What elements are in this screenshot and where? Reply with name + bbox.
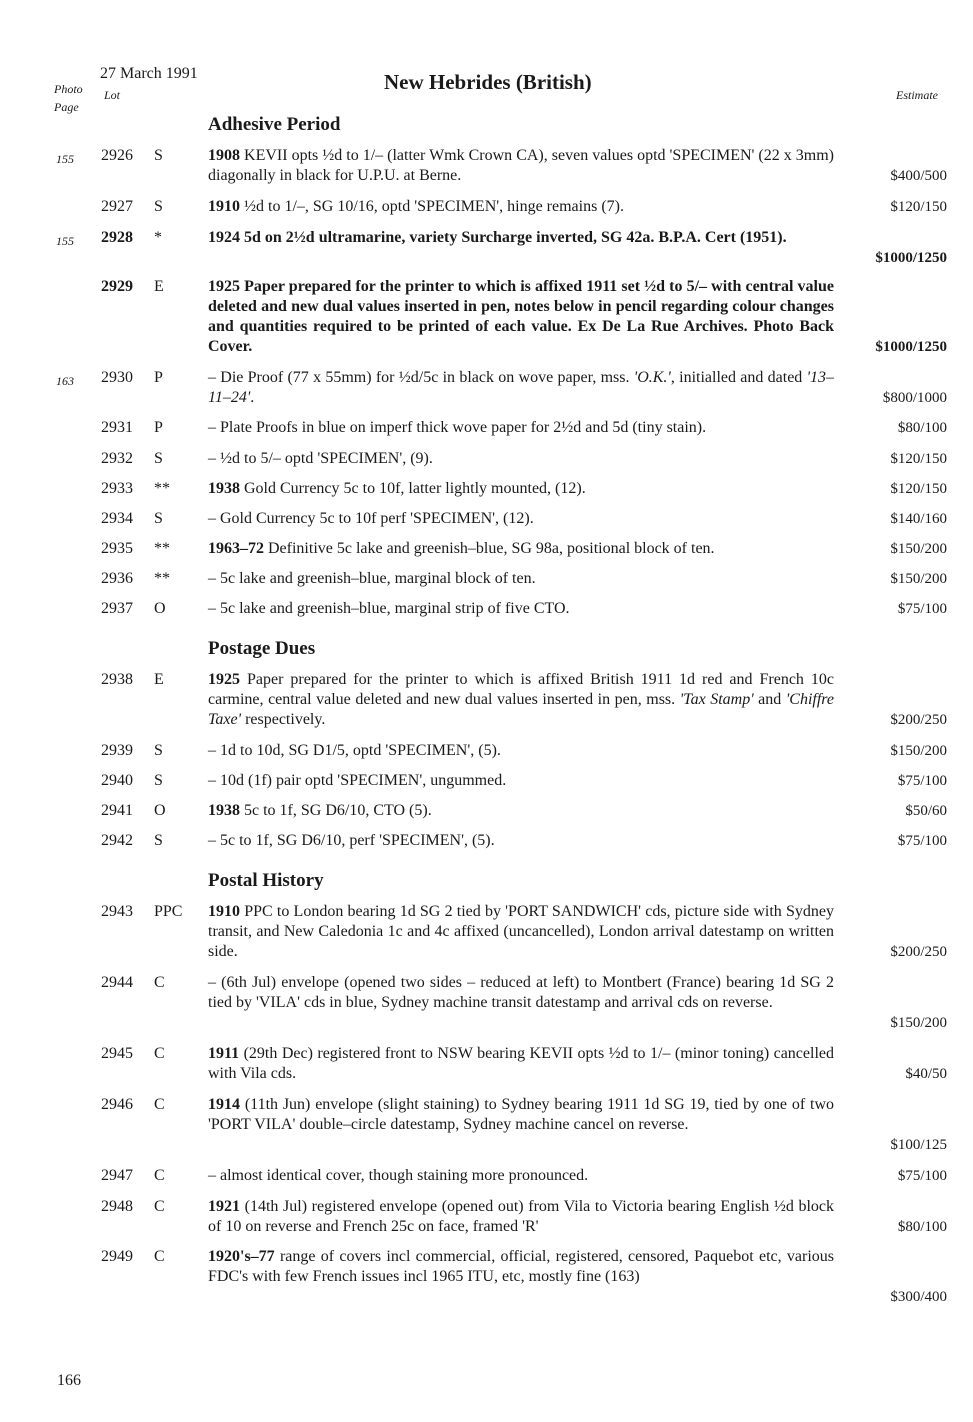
lot-year: 1910 bbox=[208, 903, 240, 920]
lot-estimate: $80/100 bbox=[897, 1219, 947, 1235]
lot-number: 2936 bbox=[101, 570, 133, 587]
lot-year: 1963–72 bbox=[208, 540, 264, 557]
lot-row bbox=[0, 146, 973, 186]
photo-page-ref: 163 bbox=[56, 374, 74, 388]
lot-estimate: $100/125 bbox=[890, 1137, 947, 1153]
lot-condition: S bbox=[154, 510, 163, 527]
lot-description bbox=[208, 771, 834, 791]
lot-text: 5c to 1f, SG D6/10, CTO (5). bbox=[244, 802, 432, 819]
lot-row bbox=[0, 449, 973, 469]
lot-estimate: $80/100 bbox=[897, 420, 947, 436]
lot-number: 2940 bbox=[101, 772, 133, 789]
page-label: Page bbox=[54, 100, 79, 114]
lot-description bbox=[208, 569, 834, 589]
lot-condition: * bbox=[154, 229, 162, 246]
lot-condition: O bbox=[154, 600, 166, 617]
lot-text: , initialled and dated bbox=[670, 369, 803, 386]
lot-row bbox=[0, 771, 973, 791]
lot-description bbox=[208, 146, 834, 186]
lot-description bbox=[208, 973, 834, 1013]
lot-text-italic: 'Chiffre Taxe' bbox=[208, 691, 835, 728]
lot-number: 2927 bbox=[101, 198, 133, 215]
lot-estimate: $150/200 bbox=[890, 743, 947, 759]
lot-number: 2943 bbox=[101, 903, 133, 920]
lot-estimate: $50/60 bbox=[905, 803, 947, 819]
lot-description bbox=[208, 801, 834, 821]
lot-text-italic: 'Tax Stamp' bbox=[679, 691, 754, 708]
lot-condition: ** bbox=[154, 570, 170, 587]
lot-number: 2947 bbox=[101, 1167, 133, 1184]
lot-estimate: $75/100 bbox=[897, 833, 947, 849]
lot-year: 1911 bbox=[208, 1045, 240, 1062]
lot-text: (29th Dec) registered front to NSW bearing KEVII opts ½d to 1/– (minor toning) cancelled with Vila cds. bbox=[208, 1045, 835, 1082]
lot-condition: C bbox=[154, 1167, 165, 1184]
lot-estimate: $300/400 bbox=[890, 1289, 947, 1305]
lot-row bbox=[0, 902, 973, 962]
sale-date: 27 March 1991 bbox=[100, 65, 198, 82]
lot-text: – ½d to 5/– optd 'SPECIMEN', (9). bbox=[208, 450, 433, 467]
lot-text: – 5c lake and greenish–blue, marginal block of ten. bbox=[208, 570, 536, 587]
lot-year: 1925 bbox=[208, 671, 240, 688]
lot-estimate: $800/1000 bbox=[882, 390, 947, 406]
section-heading-adhesive: Adhesive Period bbox=[208, 114, 341, 135]
lot-text: . bbox=[250, 389, 255, 406]
lot-year: 1914 bbox=[208, 1096, 240, 1113]
lot-text: – (6th Jul) envelope (opened two sides – reduced at left) to Montbert (France) bearing 1d SG 2 tied by 'VILA' cds in blue, Sydney machine transit datestamp and arrival cds on reverse. bbox=[208, 974, 834, 1011]
lot-number: 2932 bbox=[101, 450, 133, 467]
photo-label: Photo bbox=[54, 82, 83, 96]
photo-page-ref: 155 bbox=[56, 234, 74, 248]
lot-row bbox=[0, 1095, 973, 1155]
lot-text: range of covers incl commercial, official, registered, censored, Paquebot etc, various FDC's with few French issues incl 1965 ITU, etc, mostly fine (163) bbox=[208, 1248, 835, 1285]
lot-row bbox=[0, 509, 973, 529]
lot-description bbox=[208, 1095, 834, 1135]
lot-row bbox=[0, 1044, 973, 1084]
lot-description bbox=[208, 831, 834, 851]
lot-year: 1924 bbox=[208, 229, 240, 246]
lot-condition: ** bbox=[154, 480, 170, 497]
lot-estimate: $200/250 bbox=[890, 712, 947, 728]
lot-condition: S bbox=[154, 450, 163, 467]
lot-text: – 1d to 10d, SG D1/5, optd 'SPECIMEN', (5). bbox=[208, 742, 501, 759]
lot-description bbox=[208, 368, 834, 408]
lot-text: respectively. bbox=[241, 711, 326, 728]
lot-text: and bbox=[753, 691, 786, 708]
lot-text: Paper prepared for the printer to which is affixed 1911 set ½d to 5/– with central value deleted and new dual values inserted in pen, notes below in pencil regarding colour changes and quantities required to be printed of each value. Ex De La Rue Archives. Photo Back Cover. bbox=[208, 278, 834, 355]
lot-row bbox=[0, 368, 973, 408]
lot-text: – 10d (1f) pair optd 'SPECIMEN', ungummed. bbox=[208, 772, 507, 789]
lot-text: (11th Jun) envelope (slight staining) to Sydney bearing 1911 1d SG 19, tied by one of two 'PORT VILA' double–circle datestamp, Sydney machine cancel on reverse. bbox=[208, 1096, 835, 1133]
lot-row bbox=[0, 973, 973, 1033]
lot-text: Definitive 5c lake and greenish–blue, SG 98a, positional block of ten. bbox=[268, 540, 715, 557]
lot-text-italic: '13–11–24' bbox=[208, 369, 835, 406]
lot-text: ½d to 1/–, SG 10/16, optd 'SPECIMEN', hinge remains (7). bbox=[244, 198, 624, 215]
lot-number: 2944 bbox=[101, 974, 133, 991]
lot-estimate: $75/100 bbox=[897, 601, 947, 617]
lot-estimate: $120/150 bbox=[890, 199, 947, 215]
lot-text: – Gold Currency 5c to 10f perf 'SPECIMEN', (12). bbox=[208, 510, 534, 527]
lot-number: 2928 bbox=[101, 229, 133, 246]
lot-description bbox=[208, 479, 834, 499]
lot-row bbox=[0, 801, 973, 821]
lot-estimate: $75/100 bbox=[897, 773, 947, 789]
lot-text: Paper prepared for the printer to which is affixed British 1911 1d red and French 10c carmine, central value deleted and new dual values inserted in pen, mss. bbox=[208, 671, 834, 708]
lot-year: 1938 bbox=[208, 802, 240, 819]
lot-year: 1920's–77 bbox=[208, 1248, 275, 1265]
lot-row bbox=[0, 670, 973, 730]
lot-text: PPC to London bearing 1d SG 2 tied by 'PORT SANDWICH' cds, picture side with Sydney transit, and New Caledonia 1c and 4c affixed (uncancelled), London arrival datestamp on written side. bbox=[208, 903, 835, 960]
estimate-column-heading: Estimate bbox=[896, 88, 938, 102]
lot-text-italic: 'O.K.' bbox=[633, 369, 671, 386]
lot-number: 2930 bbox=[101, 369, 133, 386]
lot-description bbox=[208, 1044, 834, 1084]
photo-page-heading bbox=[54, 80, 83, 116]
lot-description bbox=[208, 539, 834, 559]
lot-number: 2935 bbox=[101, 540, 133, 557]
lot-condition: P bbox=[154, 419, 163, 436]
lot-row bbox=[0, 1166, 973, 1186]
lot-description bbox=[208, 599, 834, 619]
lot-number: 2933 bbox=[101, 480, 133, 497]
lot-condition: C bbox=[154, 1198, 165, 1215]
lot-condition: S bbox=[154, 742, 163, 759]
lot-text: (14th Jul) registered envelope (opened out) from Vila to Victoria bearing English ½d block of 10 on reverse and French 25c on face, framed 'R' bbox=[208, 1198, 834, 1235]
lot-estimate: $40/50 bbox=[905, 1066, 947, 1082]
lot-row bbox=[0, 599, 973, 619]
lot-description bbox=[208, 1247, 834, 1287]
lot-description bbox=[208, 197, 834, 217]
lot-description bbox=[208, 1166, 834, 1186]
lot-estimate: $120/150 bbox=[890, 451, 947, 467]
lot-description bbox=[208, 670, 834, 730]
lot-number: 2929 bbox=[101, 278, 133, 295]
lot-number: 2949 bbox=[101, 1248, 133, 1265]
page-number: 166 bbox=[57, 1372, 81, 1389]
lot-number: 2942 bbox=[101, 832, 133, 849]
lot-row bbox=[0, 539, 973, 559]
lot-estimate: $150/200 bbox=[890, 541, 947, 557]
lot-description bbox=[208, 418, 834, 438]
lot-condition: C bbox=[154, 1096, 165, 1113]
lot-estimate: $1000/1250 bbox=[875, 339, 947, 355]
lot-condition: S bbox=[154, 772, 163, 789]
lot-condition: C bbox=[154, 1248, 165, 1265]
lot-year: 1921 bbox=[208, 1198, 240, 1215]
lot-number: 2938 bbox=[101, 671, 133, 688]
lot-text: Gold Currency 5c to 10f, latter lightly mounted, (12). bbox=[244, 480, 586, 497]
lot-description bbox=[208, 1197, 834, 1237]
lot-description bbox=[208, 509, 834, 529]
lot-row bbox=[0, 277, 973, 357]
lot-number: 2939 bbox=[101, 742, 133, 759]
lot-row bbox=[0, 569, 973, 589]
lot-condition: ** bbox=[154, 540, 170, 557]
lot-estimate: $120/150 bbox=[890, 481, 947, 497]
lot-text: – Plate Proofs in blue on imperf thick wove paper for 2½d and 5d (tiny stain). bbox=[208, 419, 707, 436]
lot-number: 2948 bbox=[101, 1198, 133, 1215]
lot-year: 1910 bbox=[208, 198, 240, 215]
page-title: New Hebrides (British) bbox=[384, 70, 592, 94]
lot-row bbox=[0, 228, 973, 268]
lot-condition: E bbox=[154, 671, 164, 688]
lot-text: – 5c lake and greenish–blue, marginal strip of five CTO. bbox=[208, 600, 570, 617]
lot-row bbox=[0, 1247, 973, 1307]
lot-estimate: $75/100 bbox=[897, 1168, 947, 1184]
lot-number: 2941 bbox=[101, 802, 133, 819]
lot-row bbox=[0, 197, 973, 217]
lot-condition: PPC bbox=[154, 903, 183, 920]
section-heading-postage-dues: Postage Dues bbox=[208, 638, 316, 659]
photo-page-ref: 155 bbox=[56, 152, 74, 166]
lot-estimate: $1000/1250 bbox=[875, 250, 947, 266]
lot-description bbox=[208, 902, 834, 962]
lot-description bbox=[208, 228, 834, 248]
lot-description bbox=[208, 449, 834, 469]
lot-number: 2937 bbox=[101, 600, 133, 617]
lot-condition: C bbox=[154, 1045, 165, 1062]
lot-row bbox=[0, 741, 973, 761]
lot-estimate: $200/250 bbox=[890, 944, 947, 960]
lot-text: – Die Proof (77 x 55mm) for ½d/5c in black on wove paper, mss. bbox=[208, 369, 630, 386]
lot-condition: C bbox=[154, 974, 165, 991]
lot-text: – 5c to 1f, SG D6/10, perf 'SPECIMEN', (5). bbox=[208, 832, 495, 849]
lot-row bbox=[0, 1197, 973, 1237]
lot-year: 1925 bbox=[208, 278, 240, 295]
lot-year: 1938 bbox=[208, 480, 240, 497]
lot-number: 2926 bbox=[101, 147, 133, 164]
lot-text: 5d on 2½d ultramarine, variety Surcharge inverted, SG 42a. B.P.A. Cert (1951). bbox=[244, 229, 787, 246]
lot-estimate: $150/200 bbox=[890, 571, 947, 587]
lot-description bbox=[208, 741, 834, 761]
lot-condition: S bbox=[154, 198, 163, 215]
lot-row bbox=[0, 418, 973, 438]
lot-row bbox=[0, 831, 973, 851]
lot-description bbox=[208, 277, 834, 357]
lot-text: – almost identical cover, though staining more pronounced. bbox=[208, 1167, 589, 1184]
lot-number: 2934 bbox=[101, 510, 133, 527]
lot-number: 2931 bbox=[101, 419, 133, 436]
lot-column-heading: Lot bbox=[104, 88, 121, 102]
lot-estimate: $400/500 bbox=[890, 168, 947, 184]
lot-condition: S bbox=[154, 147, 163, 164]
lot-row bbox=[0, 479, 973, 499]
lot-number: 2945 bbox=[101, 1045, 133, 1062]
lot-estimate: $140/160 bbox=[890, 511, 947, 527]
lot-number: 2946 bbox=[101, 1096, 133, 1113]
lot-condition: E bbox=[154, 278, 164, 295]
section-heading-postal-history: Postal History bbox=[208, 870, 324, 891]
lot-condition: O bbox=[154, 802, 166, 819]
lot-text: KEVII opts ½d to 1/– (latter Wmk Crown CA), seven values optd 'SPECIMEN' (22 x 3mm) diagonally in black for U.P.U. at Berne. bbox=[208, 147, 834, 184]
lot-year: 1908 bbox=[208, 147, 240, 164]
lot-condition: P bbox=[154, 369, 163, 386]
lot-estimate: $150/200 bbox=[890, 1015, 947, 1031]
lot-condition: S bbox=[154, 832, 163, 849]
